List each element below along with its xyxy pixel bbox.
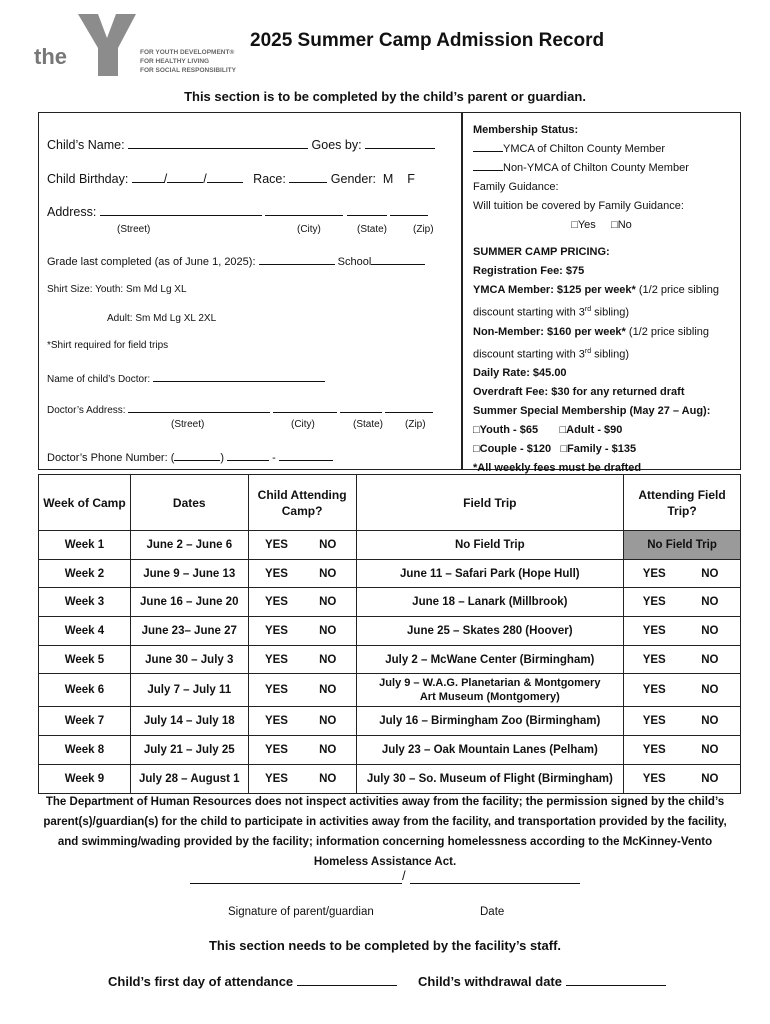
shirt-note: *Shirt required for field trips	[47, 340, 169, 351]
grade-field[interactable]	[259, 253, 335, 265]
city-caption: (City)	[297, 224, 321, 235]
tuition-options	[473, 216, 730, 235]
table-row: Week 9 July 28 – August 1 YES NO July 30 – So. Museum of Flight (Birmingham) YES NO	[39, 764, 741, 793]
table-row: Week 3 June 16 – June 20 YES NO June 18 – Lanark (Millbrook) YES NO	[39, 588, 741, 617]
attend-yes-no[interactable]: YES NO	[248, 531, 356, 560]
special-options-2	[473, 440, 730, 459]
attend-yes-no[interactable]: YES NO	[248, 736, 356, 765]
dhr-disclaimer: The Department of Human Resources does not inspect activities away from the facility; the permission signed by the child’s parent(s)/guardian(s) for the child to participate in activities away from the facility, and transportation provided by the facility, and swimming/wading provided by the facility; information concerning homelessness according to the McKinney-Vento Homeless Assistance Act.	[43, 796, 727, 868]
table-row: Week 2 June 9 – June 13 YES NO June 11 – Safari Park (Hope Hull) YES NO	[39, 559, 741, 588]
doctor-state-field[interactable]	[340, 401, 382, 413]
doctor-city-field[interactable]	[273, 401, 337, 413]
table-row: Week 7 July 14 – July 18 YES NO July 16 – Birmingham Zoo (Birmingham) YES NO	[39, 707, 741, 736]
parent-section	[38, 112, 462, 470]
nonmember-sibling: discount starting with 3rd sibling)	[473, 347, 630, 361]
doctor-name-field[interactable]	[153, 370, 325, 382]
doctor-address-row: Doctor’s Address:	[47, 401, 433, 416]
first-day-field[interactable]	[297, 972, 397, 986]
header-dates: Dates	[130, 475, 248, 531]
child-name-row: Child’s Name: Goes by:	[47, 137, 435, 152]
race-field[interactable]	[289, 171, 327, 183]
signature-slash: /	[402, 868, 406, 883]
adult-checkbox[interactable]: □Adult - $90	[559, 424, 623, 437]
birth-month-field[interactable]	[132, 171, 164, 183]
daily-rate: Daily Rate: $45.00	[473, 367, 567, 380]
street-caption: (Street)	[117, 224, 151, 235]
tuition-yes-checkbox[interactable]: □Yes	[571, 219, 596, 231]
drafted-note: *All weekly fees must be drafted	[473, 462, 642, 475]
doctor-phone-row: Doctor’s Phone Number: ( ) -	[47, 449, 333, 464]
trip-yes-no[interactable]: YES NO	[624, 645, 741, 674]
family-checkbox[interactable]: □Family - $135	[560, 443, 637, 456]
staff-section-heading: This section needs to be completed by the facility’s staff.	[208, 938, 562, 953]
state-field[interactable]	[347, 204, 387, 216]
table-row: Week 1 June 2 – June 6 YES NO No Field Trip No Field Trip	[39, 531, 741, 560]
header-field-trip: Field Trip	[356, 475, 624, 531]
trip-yes-no[interactable]: YES NO	[624, 736, 741, 765]
phone-line-field[interactable]	[279, 449, 333, 461]
school-field[interactable]	[371, 253, 425, 265]
attend-yes-no[interactable]: YES NO	[248, 764, 356, 793]
birth-day-field[interactable]	[167, 171, 203, 183]
y-logo-icon	[76, 12, 138, 78]
doctor-name-row: Name of child’s Doctor:	[47, 370, 325, 385]
doctor-city-caption: (City)	[291, 419, 315, 430]
tuition-question: Will tuition be covered by Family Guidance:	[473, 200, 684, 212]
shirt-adult[interactable]: Adult: Sm Md Lg XL 2XL	[107, 313, 217, 324]
overdraft-fee: Overdraft Fee: $30 for any returned draft	[473, 386, 685, 399]
ymca-logo	[30, 12, 245, 82]
youth-checkbox[interactable]: □Youth - $65	[473, 424, 539, 437]
trip-yes-no[interactable]: YES NO	[624, 617, 741, 646]
grade-row: Grade last completed (as of June 1, 2025): School	[47, 253, 425, 268]
child-name-field[interactable]	[128, 137, 308, 149]
attend-yes-no[interactable]: YES NO	[248, 559, 356, 588]
page-title: 2025 Summer Camp Admission Record	[250, 30, 605, 51]
trip-yes-no[interactable]: YES NO	[624, 559, 741, 588]
trip-yes-no[interactable]: YES NO	[624, 588, 741, 617]
header-attending-trip: Attending Field Trip?	[624, 475, 741, 531]
phone-prefix-field[interactable]	[227, 449, 269, 461]
birth-year-field[interactable]	[207, 171, 243, 183]
withdrawal-date-field[interactable]	[566, 972, 666, 986]
logo-word: the	[34, 44, 67, 69]
signature-label: Signature of parent/guardian	[228, 906, 374, 918]
trip-yes-no[interactable]: YES NO	[624, 674, 741, 707]
doctor-state-caption: (State)	[353, 419, 384, 430]
attend-yes-no[interactable]: YES NO	[248, 707, 356, 736]
family-guidance-label: Family Guidance:	[473, 181, 559, 193]
non-member-option[interactable]: Non-YMCA of Chilton County Member	[473, 159, 730, 178]
attend-yes-no[interactable]: YES NO	[248, 588, 356, 617]
phone-area-field[interactable]	[174, 449, 220, 461]
city-field[interactable]	[265, 204, 343, 216]
trip-yes-no[interactable]: YES NO	[624, 764, 741, 793]
trip-yes-no[interactable]: YES NO	[624, 707, 741, 736]
table-row: Week 5 June 30 – July 3 YES NO July 2 – McWane Center (Birmingham) YES NO	[39, 645, 741, 674]
membership-section	[462, 112, 741, 475]
logo-tagline: FOR YOUTH DEVELOPMENT® FOR HEALTHY LIVING FOR SOCIAL RESPONSIBILITY	[140, 49, 236, 74]
shirt-youth[interactable]: Shirt Size: Youth: Sm Md Lg XL	[47, 284, 187, 295]
gender-m[interactable]: M	[382, 172, 394, 186]
doctor-zip-field[interactable]	[385, 401, 433, 413]
membership-status-label: Membership Status:	[473, 124, 579, 136]
header-attending: Child Attending Camp?	[248, 475, 356, 531]
attend-yes-no[interactable]: YES NO	[248, 674, 356, 707]
page-subtitle: This section is to be completed by the child’s parent or guardian.	[184, 89, 586, 104]
first-day-row: Child’s first day of attendance	[108, 972, 397, 989]
signature-date-field[interactable]	[410, 870, 580, 884]
registration-fee: Registration Fee: $75	[473, 265, 585, 277]
withdrawal-row: Child’s withdrawal date	[418, 972, 666, 989]
tuition-no-checkbox[interactable]: □No	[611, 219, 632, 231]
table-header-row	[39, 475, 741, 531]
member-sibling: discount starting with 3rd sibling)	[473, 306, 630, 319]
attend-yes-no[interactable]: YES NO	[248, 617, 356, 646]
address-row: Address:	[47, 204, 428, 219]
table-row: Week 8 July 21 – July 25 YES NO July 23 – Oak Mountain Lanes (Pelham) YES NO	[39, 736, 741, 765]
camp-schedule-table	[38, 474, 741, 794]
special-options-1	[473, 421, 730, 440]
doctor-street-caption: (Street)	[171, 419, 205, 430]
state-caption: (State)	[357, 224, 388, 235]
header-week: Week of Camp	[39, 475, 131, 531]
member-price: YMCA Member: $125 per week* (1/2 price sibling	[473, 284, 719, 296]
attend-yes-no[interactable]: YES NO	[248, 645, 356, 674]
birthday-row: Child Birthday: / / Race: Gender: M F	[47, 172, 415, 186]
special-membership: Summer Special Membership (May 27 – Aug):	[473, 405, 711, 418]
doctor-zip-caption: (Zip)	[405, 419, 426, 430]
goes-by-field[interactable]	[365, 137, 435, 149]
street-field[interactable]	[100, 204, 262, 216]
ymca-member-option[interactable]: YMCA of Chilton County Member	[473, 140, 730, 159]
couple-checkbox[interactable]: □Couple - $120	[473, 443, 552, 456]
table-row: Week 6 July 7 – July 11 YES NO July 9 – W.A.G. Planetarian & Montgomery Art Museum (Montgomery) YES NO	[39, 674, 741, 707]
zip-field[interactable]	[390, 204, 428, 216]
table-row: Week 4 June 23– June 27 YES NO June 25 – Skates 280 (Hoover) YES NO	[39, 617, 741, 646]
doctor-street-field[interactable]	[128, 401, 270, 413]
nonmember-price: Non-Member: $160 per week* (1/2 price sibling	[473, 325, 709, 338]
date-label: Date	[480, 906, 505, 918]
gender-f[interactable]: F	[407, 172, 415, 186]
pricing-label: SUMMER CAMP PRICING:	[473, 246, 610, 258]
zip-caption: (Zip)	[413, 224, 434, 235]
signature-field[interactable]	[190, 870, 402, 884]
